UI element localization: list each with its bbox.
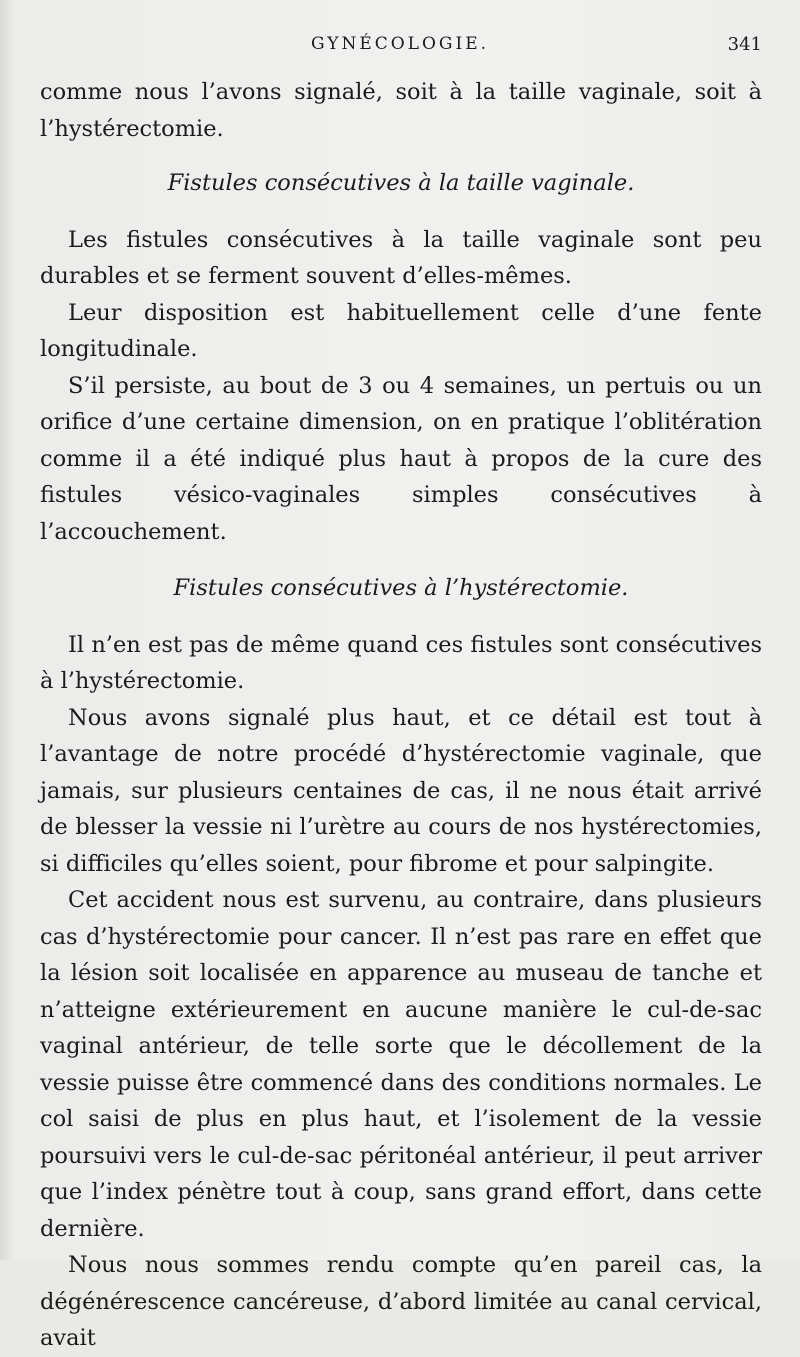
paragraph: Nous nous sommes rendu compte qu’en pareil cas, la dégénérescence cancéreuse, d’abord limitée au canal cervical, avait	[40, 1252, 762, 1351]
paragraph-continued: comme nous l’avons signalé, soit à la taille vaginale, soit à l’hystérectomie.	[40, 79, 762, 142]
paragraph: Nous avons signalé plus haut, et ce détail est tout à l’avantage de notre procédé d’hystérectomie vaginale, que jamais, sur plusieurs centaines de cas, il ne nous était arrivé de blesser la vessie ni l’urètre au cours de nos hystérectomies, si difficiles qu’elles soient, pour fibrome et pour salpingite.	[40, 704, 762, 877]
section-heading-taille-vaginale: Fistules consécutives à la taille vaginale.	[167, 170, 635, 196]
page-body	[40, 74, 762, 1357]
paragraph: Cet accident nous est survenu, au contraire, dans plusieurs cas d’hystérectomie pour cancer. Il n’est pas rare en effet que la lésion soit localisée en apparence au museau de tanche et n’atteigne extérieurement en aucune manière le cul-de-sac vaginal antérieur, de telle sorte que le décollement de la vessie puisse être commencé dans des conditions normales. Le col saisi de plus en plus haut, et l’isolement de la vessie poursuivi vers le cul-de-sac péritonéal antérieur, il peut arriver que l’index pénètre tout à coup, sans grand effort, dans cette dernière.	[40, 887, 762, 1242]
paragraph: Les fistules consécutives à la taille vaginale sont peu durables et se ferment souvent d’elles-mêmes.	[40, 226, 762, 289]
section-heading-hysterectomie: Fistules consécutives à l’hystérectomie.	[173, 575, 629, 601]
page-number: 341	[727, 34, 762, 55]
paragraph: Il n’en est pas de même quand ces fistules sont consécutives à l’hystérectomie.	[40, 631, 762, 694]
running-head	[0, 34, 800, 58]
paragraph: Leur disposition est habituellement celle d’une fente longitudinale.	[40, 299, 762, 362]
paragraph: S’il persiste, au bout de 3 ou 4 semaines, un pertuis ou un orifice d’une certaine dimension, on en pratique l’oblitération comme il a été indiqué plus haut à propos de la cure des fistules vésico-vaginales simples consécutives à l’accouchement.	[40, 372, 762, 545]
running-title: GYNÉCOLOGIE.	[310, 34, 490, 54]
